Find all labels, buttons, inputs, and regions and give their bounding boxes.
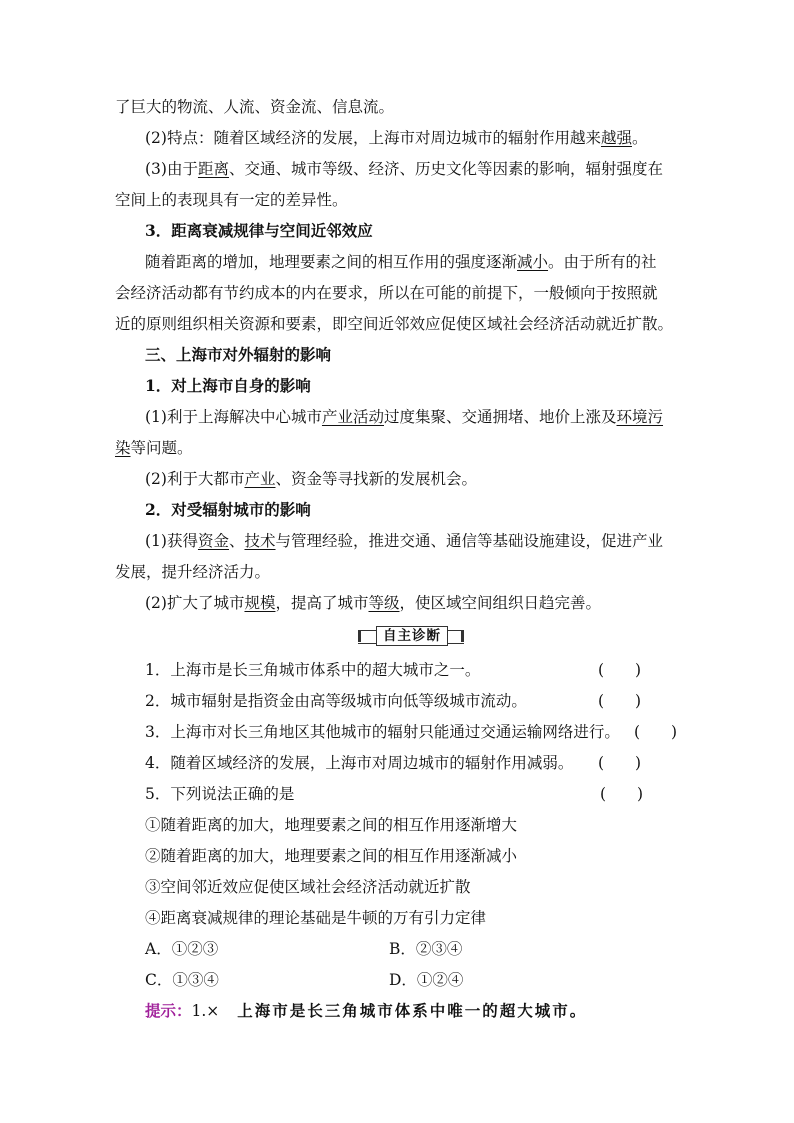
underlined-term: 染	[115, 439, 131, 457]
banner-label: 自主诊断	[376, 626, 448, 646]
option-a: A．①②③	[145, 940, 219, 958]
subheading: 1．对上海市自身的影响	[145, 376, 311, 395]
self-diagnosis-banner	[358, 626, 464, 646]
text-span: (2)特点：随着区域经济的发展，上海市对周边城市的辐射作用越来	[145, 129, 601, 147]
option-c: C．①③④	[145, 971, 219, 989]
subheading: 3．距离衰减规律与空间近邻效应	[145, 221, 373, 240]
paragraph-line: 发展，提升经济活力。	[115, 563, 271, 581]
text-span: 等问题。	[130, 439, 193, 457]
underlined-term: 技术	[244, 532, 276, 550]
statement-item: ③空间邻近效应促使区域社会经济活动就近扩散	[145, 878, 471, 896]
text-span: (1)利于上海解决中心城市	[145, 408, 322, 426]
answer-parentheses: ( )	[600, 785, 644, 803]
underlined-term: 越强	[600, 129, 632, 147]
statement-item: ②随着距离的加大，地理要素之间的相互作用逐渐减小	[145, 847, 518, 865]
question-item: 5．下列说法正确的是	[145, 785, 295, 803]
underlined-term: 资金	[197, 532, 229, 550]
impact-paragraph	[145, 468, 715, 490]
text-span: ，使区域空间组织日趋完善。	[399, 594, 602, 612]
underlined-term: 规模	[244, 594, 276, 612]
impact-paragraph	[145, 530, 715, 552]
text-span: 。	[631, 129, 648, 147]
answer-parentheses: ( )	[634, 723, 678, 741]
section-heading: 三、上海市对外辐射的影响	[145, 345, 332, 364]
underlined-term: 产业活动	[321, 408, 384, 426]
paragraph-line: 会经济活动都有节约成本的内在要求，所以在可能的前提下，一般倾向于按照就	[115, 284, 658, 302]
distance-paragraph	[145, 251, 715, 273]
paragraph-line	[115, 437, 685, 459]
paragraph-line: 了巨大的物流、人流、资金流、信息流。	[115, 98, 395, 116]
text-span: (2)利于大都市	[145, 470, 245, 488]
text-span: 过度集聚、交通拥堵、地价上涨及	[383, 408, 617, 426]
paragraph-line: 空间上的表现具有一定的差异性。	[115, 191, 348, 209]
hint-line	[145, 1000, 715, 1022]
text-span: (2)扩大了城市	[145, 594, 245, 612]
factor-paragraph	[145, 158, 715, 180]
statement-item: ④距离衰减规律的理论基础是牛顿的万有引力定律	[145, 909, 487, 927]
hint-number: 1.×	[191, 1002, 220, 1020]
statement-item: ①随着距离的加大，地理要素之间的相互作用逐渐增大	[145, 816, 518, 834]
underlined-term: 环境污	[616, 408, 664, 426]
text-span: 。由于所有的社	[548, 253, 657, 271]
impact-paragraph	[145, 592, 715, 614]
answer-parentheses: ( )	[598, 661, 642, 679]
question-item: 2．城市辐射是指资金由高等级城市向低等级城市流动。	[145, 692, 527, 710]
banner-cap-right	[461, 630, 464, 642]
paragraph-line: 近的原则组织相关资源和要素，即空间近邻效应促使区域社会经济活动就近扩散。	[115, 315, 674, 333]
impact-paragraph	[145, 406, 715, 428]
question-item: 3．上海市对长三角地区其他城市的辐射只能通过交通运输网络进行。	[145, 723, 620, 741]
question-item: 1．上海市是长三角城市体系中的超大城市之一。	[145, 661, 481, 679]
text-span: ，提高了城市	[275, 594, 369, 612]
underlined-term: 距离	[197, 160, 229, 178]
option-d: D．①②④	[389, 971, 464, 989]
text-span: 、交通、城市等级、经济、历史文化等因素的影响，辐射强度在	[228, 160, 663, 178]
option-b: B．②③④	[389, 940, 463, 958]
text-span: 、	[228, 532, 245, 550]
banner-cap-left	[358, 630, 361, 642]
underlined-term: 等级	[368, 594, 400, 612]
subheading: 2．对受辐射城市的影响	[145, 500, 311, 519]
feature-paragraph	[145, 127, 715, 149]
text-span: (1)获得	[145, 532, 198, 550]
text-span: 随着距离的增加，地理要素之间的相互作用的强度逐渐	[145, 253, 518, 271]
answer-parentheses: ( )	[598, 754, 642, 772]
underlined-term: 产业	[244, 470, 276, 488]
text-span: (3)由于	[145, 160, 198, 178]
hint-label: 提示：	[145, 1001, 192, 1020]
underlined-term: 减小	[517, 253, 549, 271]
text-span: 与管理经验，推进交通、通信等基础设施建设，促进产业	[275, 532, 664, 550]
answer-parentheses: ( )	[598, 692, 642, 710]
hint-text: 上海市是长三角城市体系中唯一的超大城市。	[237, 1002, 588, 1020]
question-item: 4．随着区域经济的发展，上海市对周边城市的辐射作用减弱。	[145, 754, 574, 772]
text-span: 、资金等寻找新的发展机会。	[275, 470, 477, 488]
